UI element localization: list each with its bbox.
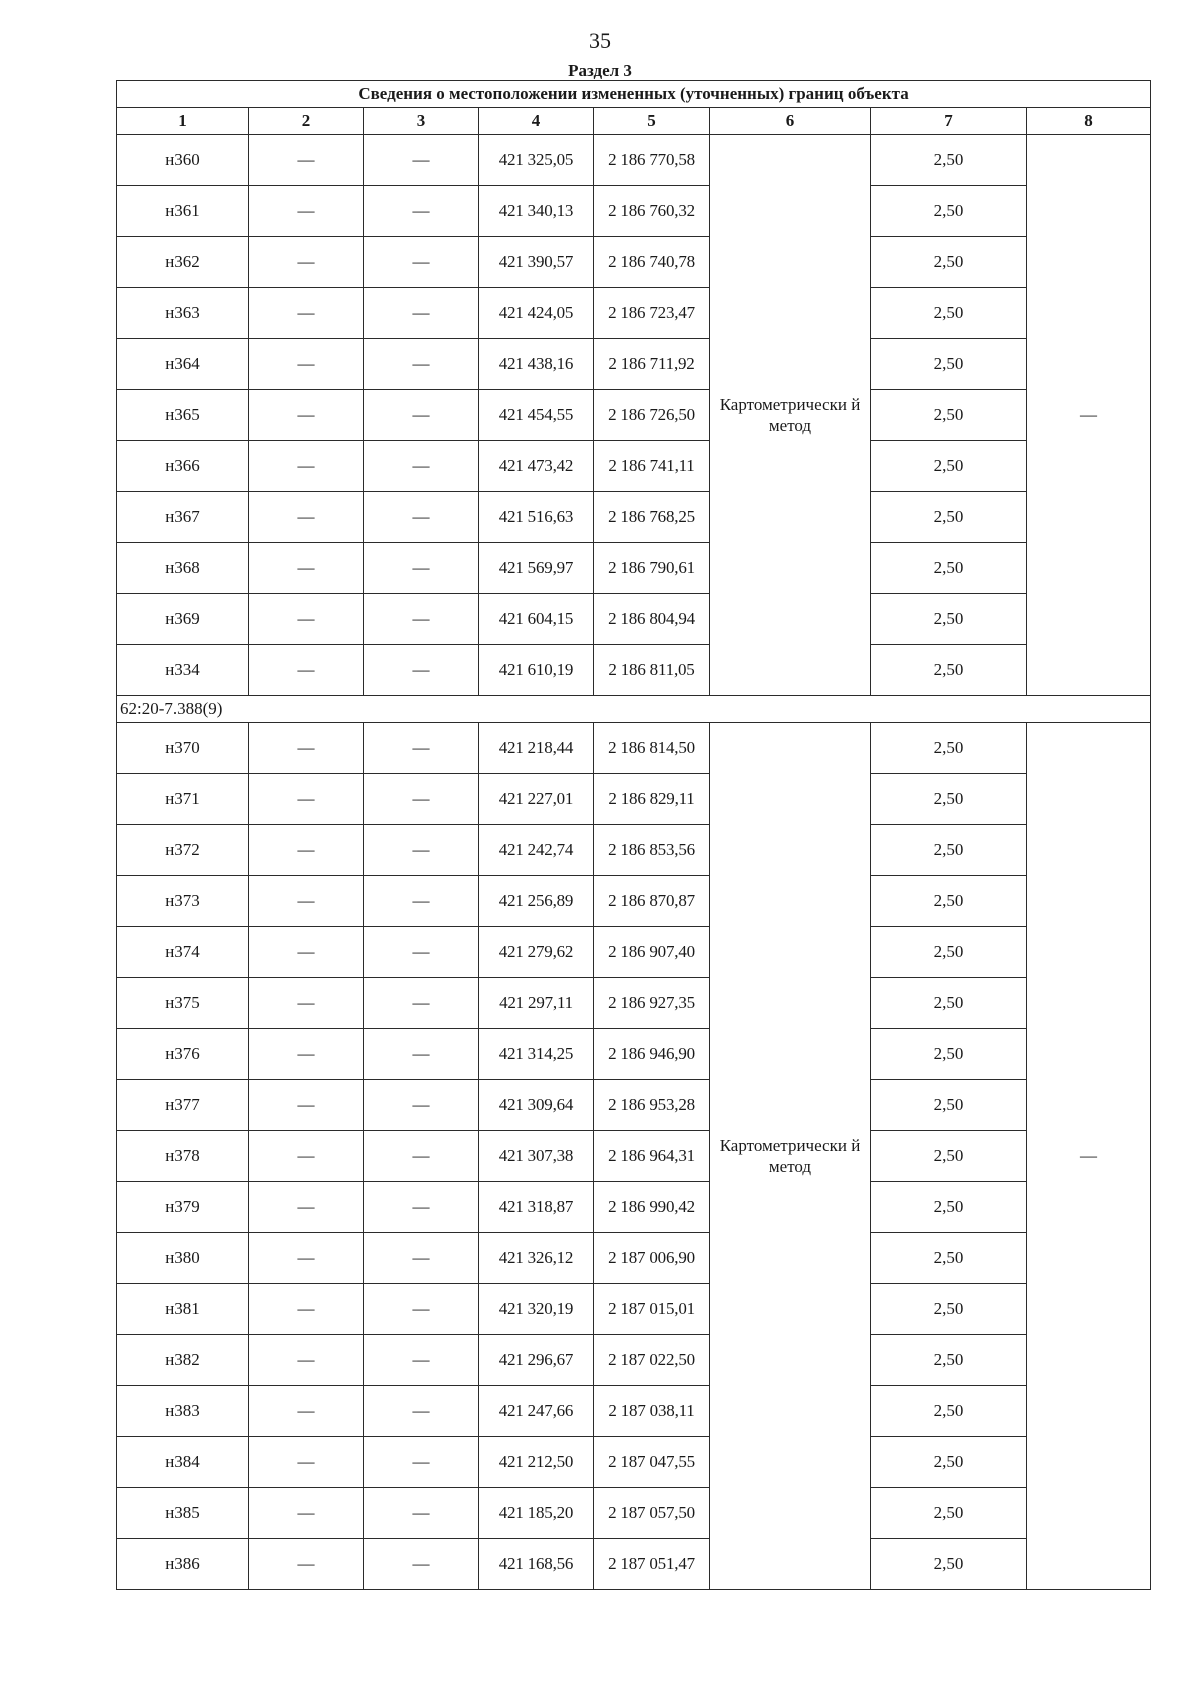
table-row: [117, 876, 1151, 927]
col3-value: —: [364, 1437, 479, 1488]
col3-value: —: [364, 1539, 479, 1590]
col2-value: —: [249, 543, 364, 594]
x-coordinate: 421 438,16: [479, 339, 594, 390]
column-header: 1: [117, 108, 249, 135]
column-header: 5: [594, 108, 710, 135]
point-id: н376: [117, 1029, 249, 1080]
x-coordinate: 421 168,56: [479, 1539, 594, 1590]
point-id: н361: [117, 186, 249, 237]
point-id: н362: [117, 237, 249, 288]
x-coordinate: 421 227,01: [479, 774, 594, 825]
col3-value: —: [364, 1386, 479, 1437]
col3-value: —: [364, 288, 479, 339]
table-row: [117, 978, 1151, 1029]
column-header: 2: [249, 108, 364, 135]
y-coordinate: 2 186 953,28: [594, 1080, 710, 1131]
col8-value: —: [1027, 135, 1151, 696]
accuracy-value: 2,50: [871, 1437, 1027, 1488]
table-row: [117, 237, 1151, 288]
col2-value: —: [249, 774, 364, 825]
table-row: [117, 1488, 1151, 1539]
x-coordinate: 421 247,66: [479, 1386, 594, 1437]
x-coordinate: 421 218,44: [479, 723, 594, 774]
y-coordinate: 2 186 907,40: [594, 927, 710, 978]
table-row: [117, 825, 1151, 876]
x-coordinate: 421 604,15: [479, 594, 594, 645]
accuracy-value: 2,50: [871, 825, 1027, 876]
accuracy-value: 2,50: [871, 594, 1027, 645]
col2-value: —: [249, 492, 364, 543]
method-cell: Картометрически й метод: [710, 723, 871, 1590]
col2-value: —: [249, 237, 364, 288]
accuracy-value: 2,50: [871, 1386, 1027, 1437]
x-coordinate: 421 454,55: [479, 390, 594, 441]
col3-value: —: [364, 237, 479, 288]
col2-value: —: [249, 441, 364, 492]
col2-value: —: [249, 1539, 364, 1590]
section-title: Раздел 3: [568, 61, 632, 80]
col2-value: —: [249, 825, 364, 876]
col2-value: —: [249, 645, 364, 696]
point-id: н379: [117, 1182, 249, 1233]
accuracy-value: 2,50: [871, 723, 1027, 774]
col3-value: —: [364, 1233, 479, 1284]
parcel-label-row: [117, 696, 1151, 723]
table-row: [117, 1386, 1151, 1437]
x-coordinate: 421 296,67: [479, 1335, 594, 1386]
table-row: [117, 1131, 1151, 1182]
accuracy-value: 2,50: [871, 492, 1027, 543]
table-row: [117, 774, 1151, 825]
col3-value: —: [364, 594, 479, 645]
y-coordinate: 2 187 038,11: [594, 1386, 710, 1437]
accuracy-value: 2,50: [871, 1335, 1027, 1386]
point-id: н380: [117, 1233, 249, 1284]
col2-value: —: [249, 390, 364, 441]
x-coordinate: 421 256,89: [479, 876, 594, 927]
accuracy-value: 2,50: [871, 978, 1027, 1029]
col2-value: —: [249, 1488, 364, 1539]
column-header-row: [117, 108, 1151, 135]
y-coordinate: 2 186 760,32: [594, 186, 710, 237]
x-coordinate: 421 424,05: [479, 288, 594, 339]
point-id: н360: [117, 135, 249, 186]
col2-value: —: [249, 1386, 364, 1437]
y-coordinate: 2 186 768,25: [594, 492, 710, 543]
table-row: [117, 390, 1151, 441]
col2-value: —: [249, 594, 364, 645]
column-header: 8: [1027, 108, 1151, 135]
column-header: 7: [871, 108, 1027, 135]
table-row: [117, 723, 1151, 774]
col2-value: —: [249, 1182, 364, 1233]
col8-value: —: [1027, 723, 1151, 1590]
accuracy-value: 2,50: [871, 927, 1027, 978]
col2-value: —: [249, 135, 364, 186]
y-coordinate: 2 186 814,50: [594, 723, 710, 774]
y-coordinate: 2 187 047,55: [594, 1437, 710, 1488]
accuracy-value: 2,50: [871, 543, 1027, 594]
col3-value: —: [364, 1029, 479, 1080]
y-coordinate: 2 186 927,35: [594, 978, 710, 1029]
x-coordinate: 421 297,11: [479, 978, 594, 1029]
y-coordinate: 2 186 964,31: [594, 1131, 710, 1182]
x-coordinate: 421 569,97: [479, 543, 594, 594]
point-id: н385: [117, 1488, 249, 1539]
x-coordinate: 421 309,64: [479, 1080, 594, 1131]
accuracy-value: 2,50: [871, 1233, 1027, 1284]
x-coordinate: 421 610,19: [479, 645, 594, 696]
x-coordinate: 421 325,05: [479, 135, 594, 186]
x-coordinate: 421 390,57: [479, 237, 594, 288]
y-coordinate: 2 186 790,61: [594, 543, 710, 594]
col3-value: —: [364, 339, 479, 390]
page-number: 35: [589, 28, 611, 53]
table-row: [117, 927, 1151, 978]
column-header: 6: [710, 108, 871, 135]
point-id: н366: [117, 441, 249, 492]
table-row: [117, 645, 1151, 696]
col2-value: —: [249, 288, 364, 339]
point-id: н378: [117, 1131, 249, 1182]
point-id: н374: [117, 927, 249, 978]
table-title: Сведения о местоположении измененных (уточненных) границ объекта: [117, 81, 1151, 108]
accuracy-value: 2,50: [871, 1182, 1027, 1233]
accuracy-value: 2,50: [871, 186, 1027, 237]
col2-value: —: [249, 927, 364, 978]
col3-value: —: [364, 390, 479, 441]
col3-value: —: [364, 645, 479, 696]
table-row: [117, 1284, 1151, 1335]
table-row: [117, 441, 1151, 492]
table-row: [117, 1080, 1151, 1131]
table-row: [117, 1335, 1151, 1386]
table-row: [117, 339, 1151, 390]
col3-value: —: [364, 1131, 479, 1182]
accuracy-value: 2,50: [871, 1080, 1027, 1131]
point-id: н375: [117, 978, 249, 1029]
y-coordinate: 2 187 057,50: [594, 1488, 710, 1539]
accuracy-value: 2,50: [871, 339, 1027, 390]
y-coordinate: 2 187 051,47: [594, 1539, 710, 1590]
x-coordinate: 421 516,63: [479, 492, 594, 543]
accuracy-value: 2,50: [871, 390, 1027, 441]
table-title-row: [117, 81, 1151, 108]
point-id: н381: [117, 1284, 249, 1335]
column-header: 3: [364, 108, 479, 135]
x-coordinate: 421 212,50: [479, 1437, 594, 1488]
boundary-table: [116, 80, 1151, 1590]
accuracy-value: 2,50: [871, 1539, 1027, 1590]
col2-value: —: [249, 1335, 364, 1386]
accuracy-value: 2,50: [871, 645, 1027, 696]
point-id: н377: [117, 1080, 249, 1131]
method-cell: Картометрически й метод: [710, 135, 871, 696]
table-row: [117, 135, 1151, 186]
point-id: н383: [117, 1386, 249, 1437]
x-coordinate: 421 279,62: [479, 927, 594, 978]
table-row: [117, 1539, 1151, 1590]
col3-value: —: [364, 825, 479, 876]
x-coordinate: 421 318,87: [479, 1182, 594, 1233]
table-row: [117, 492, 1151, 543]
y-coordinate: 2 186 946,90: [594, 1029, 710, 1080]
x-coordinate: 421 320,19: [479, 1284, 594, 1335]
col3-value: —: [364, 1284, 479, 1335]
x-coordinate: 421 326,12: [479, 1233, 594, 1284]
point-id: н386: [117, 1539, 249, 1590]
accuracy-value: 2,50: [871, 135, 1027, 186]
col2-value: —: [249, 1233, 364, 1284]
accuracy-value: 2,50: [871, 1029, 1027, 1080]
y-coordinate: 2 187 022,50: [594, 1335, 710, 1386]
table-row: [117, 594, 1151, 645]
col3-value: —: [364, 774, 479, 825]
point-id: н365: [117, 390, 249, 441]
col3-value: —: [364, 492, 479, 543]
point-id: н382: [117, 1335, 249, 1386]
table-row: [117, 288, 1151, 339]
col2-value: —: [249, 1131, 364, 1182]
point-id: н372: [117, 825, 249, 876]
x-coordinate: 421 473,42: [479, 441, 594, 492]
point-id: н334: [117, 645, 249, 696]
col2-value: —: [249, 1080, 364, 1131]
col3-value: —: [364, 978, 479, 1029]
col3-value: —: [364, 1335, 479, 1386]
col2-value: —: [249, 186, 364, 237]
y-coordinate: 2 187 006,90: [594, 1233, 710, 1284]
y-coordinate: 2 186 804,94: [594, 594, 710, 645]
point-id: н363: [117, 288, 249, 339]
y-coordinate: 2 186 740,78: [594, 237, 710, 288]
x-coordinate: 421 340,13: [479, 186, 594, 237]
accuracy-value: 2,50: [871, 441, 1027, 492]
point-id: н368: [117, 543, 249, 594]
col3-value: —: [364, 441, 479, 492]
y-coordinate: 2 187 015,01: [594, 1284, 710, 1335]
x-coordinate: 421 242,74: [479, 825, 594, 876]
table-row: [117, 1029, 1151, 1080]
x-coordinate: 421 185,20: [479, 1488, 594, 1539]
y-coordinate: 2 186 990,42: [594, 1182, 710, 1233]
table-row: [117, 1182, 1151, 1233]
parcel-label: 62:20-7.388(9): [117, 696, 1151, 723]
point-id: н373: [117, 876, 249, 927]
point-id: н367: [117, 492, 249, 543]
col3-value: —: [364, 723, 479, 774]
col2-value: —: [249, 978, 364, 1029]
y-coordinate: 2 186 741,11: [594, 441, 710, 492]
y-coordinate: 2 186 829,11: [594, 774, 710, 825]
y-coordinate: 2 186 723,47: [594, 288, 710, 339]
col3-value: —: [364, 1488, 479, 1539]
y-coordinate: 2 186 726,50: [594, 390, 710, 441]
accuracy-value: 2,50: [871, 237, 1027, 288]
y-coordinate: 2 186 770,58: [594, 135, 710, 186]
col3-value: —: [364, 135, 479, 186]
accuracy-value: 2,50: [871, 876, 1027, 927]
table-row: [117, 186, 1151, 237]
point-id: н371: [117, 774, 249, 825]
y-coordinate: 2 186 711,92: [594, 339, 710, 390]
point-id: н369: [117, 594, 249, 645]
col3-value: —: [364, 1080, 479, 1131]
accuracy-value: 2,50: [871, 1284, 1027, 1335]
point-id: н364: [117, 339, 249, 390]
col2-value: —: [249, 1437, 364, 1488]
accuracy-value: 2,50: [871, 1131, 1027, 1182]
col2-value: —: [249, 1284, 364, 1335]
y-coordinate: 2 186 811,05: [594, 645, 710, 696]
x-coordinate: 421 314,25: [479, 1029, 594, 1080]
col2-value: —: [249, 1029, 364, 1080]
point-id: н370: [117, 723, 249, 774]
accuracy-value: 2,50: [871, 288, 1027, 339]
column-header: 4: [479, 108, 594, 135]
point-id: н384: [117, 1437, 249, 1488]
col3-value: —: [364, 1182, 479, 1233]
table-row: [117, 543, 1151, 594]
table-row: [117, 1437, 1151, 1488]
x-coordinate: 421 307,38: [479, 1131, 594, 1182]
accuracy-value: 2,50: [871, 774, 1027, 825]
col3-value: —: [364, 927, 479, 978]
col2-value: —: [249, 723, 364, 774]
col2-value: —: [249, 339, 364, 390]
col3-value: —: [364, 876, 479, 927]
y-coordinate: 2 186 870,87: [594, 876, 710, 927]
y-coordinate: 2 186 853,56: [594, 825, 710, 876]
accuracy-value: 2,50: [871, 1488, 1027, 1539]
table-row: [117, 1233, 1151, 1284]
col2-value: —: [249, 876, 364, 927]
col3-value: —: [364, 543, 479, 594]
col3-value: —: [364, 186, 479, 237]
